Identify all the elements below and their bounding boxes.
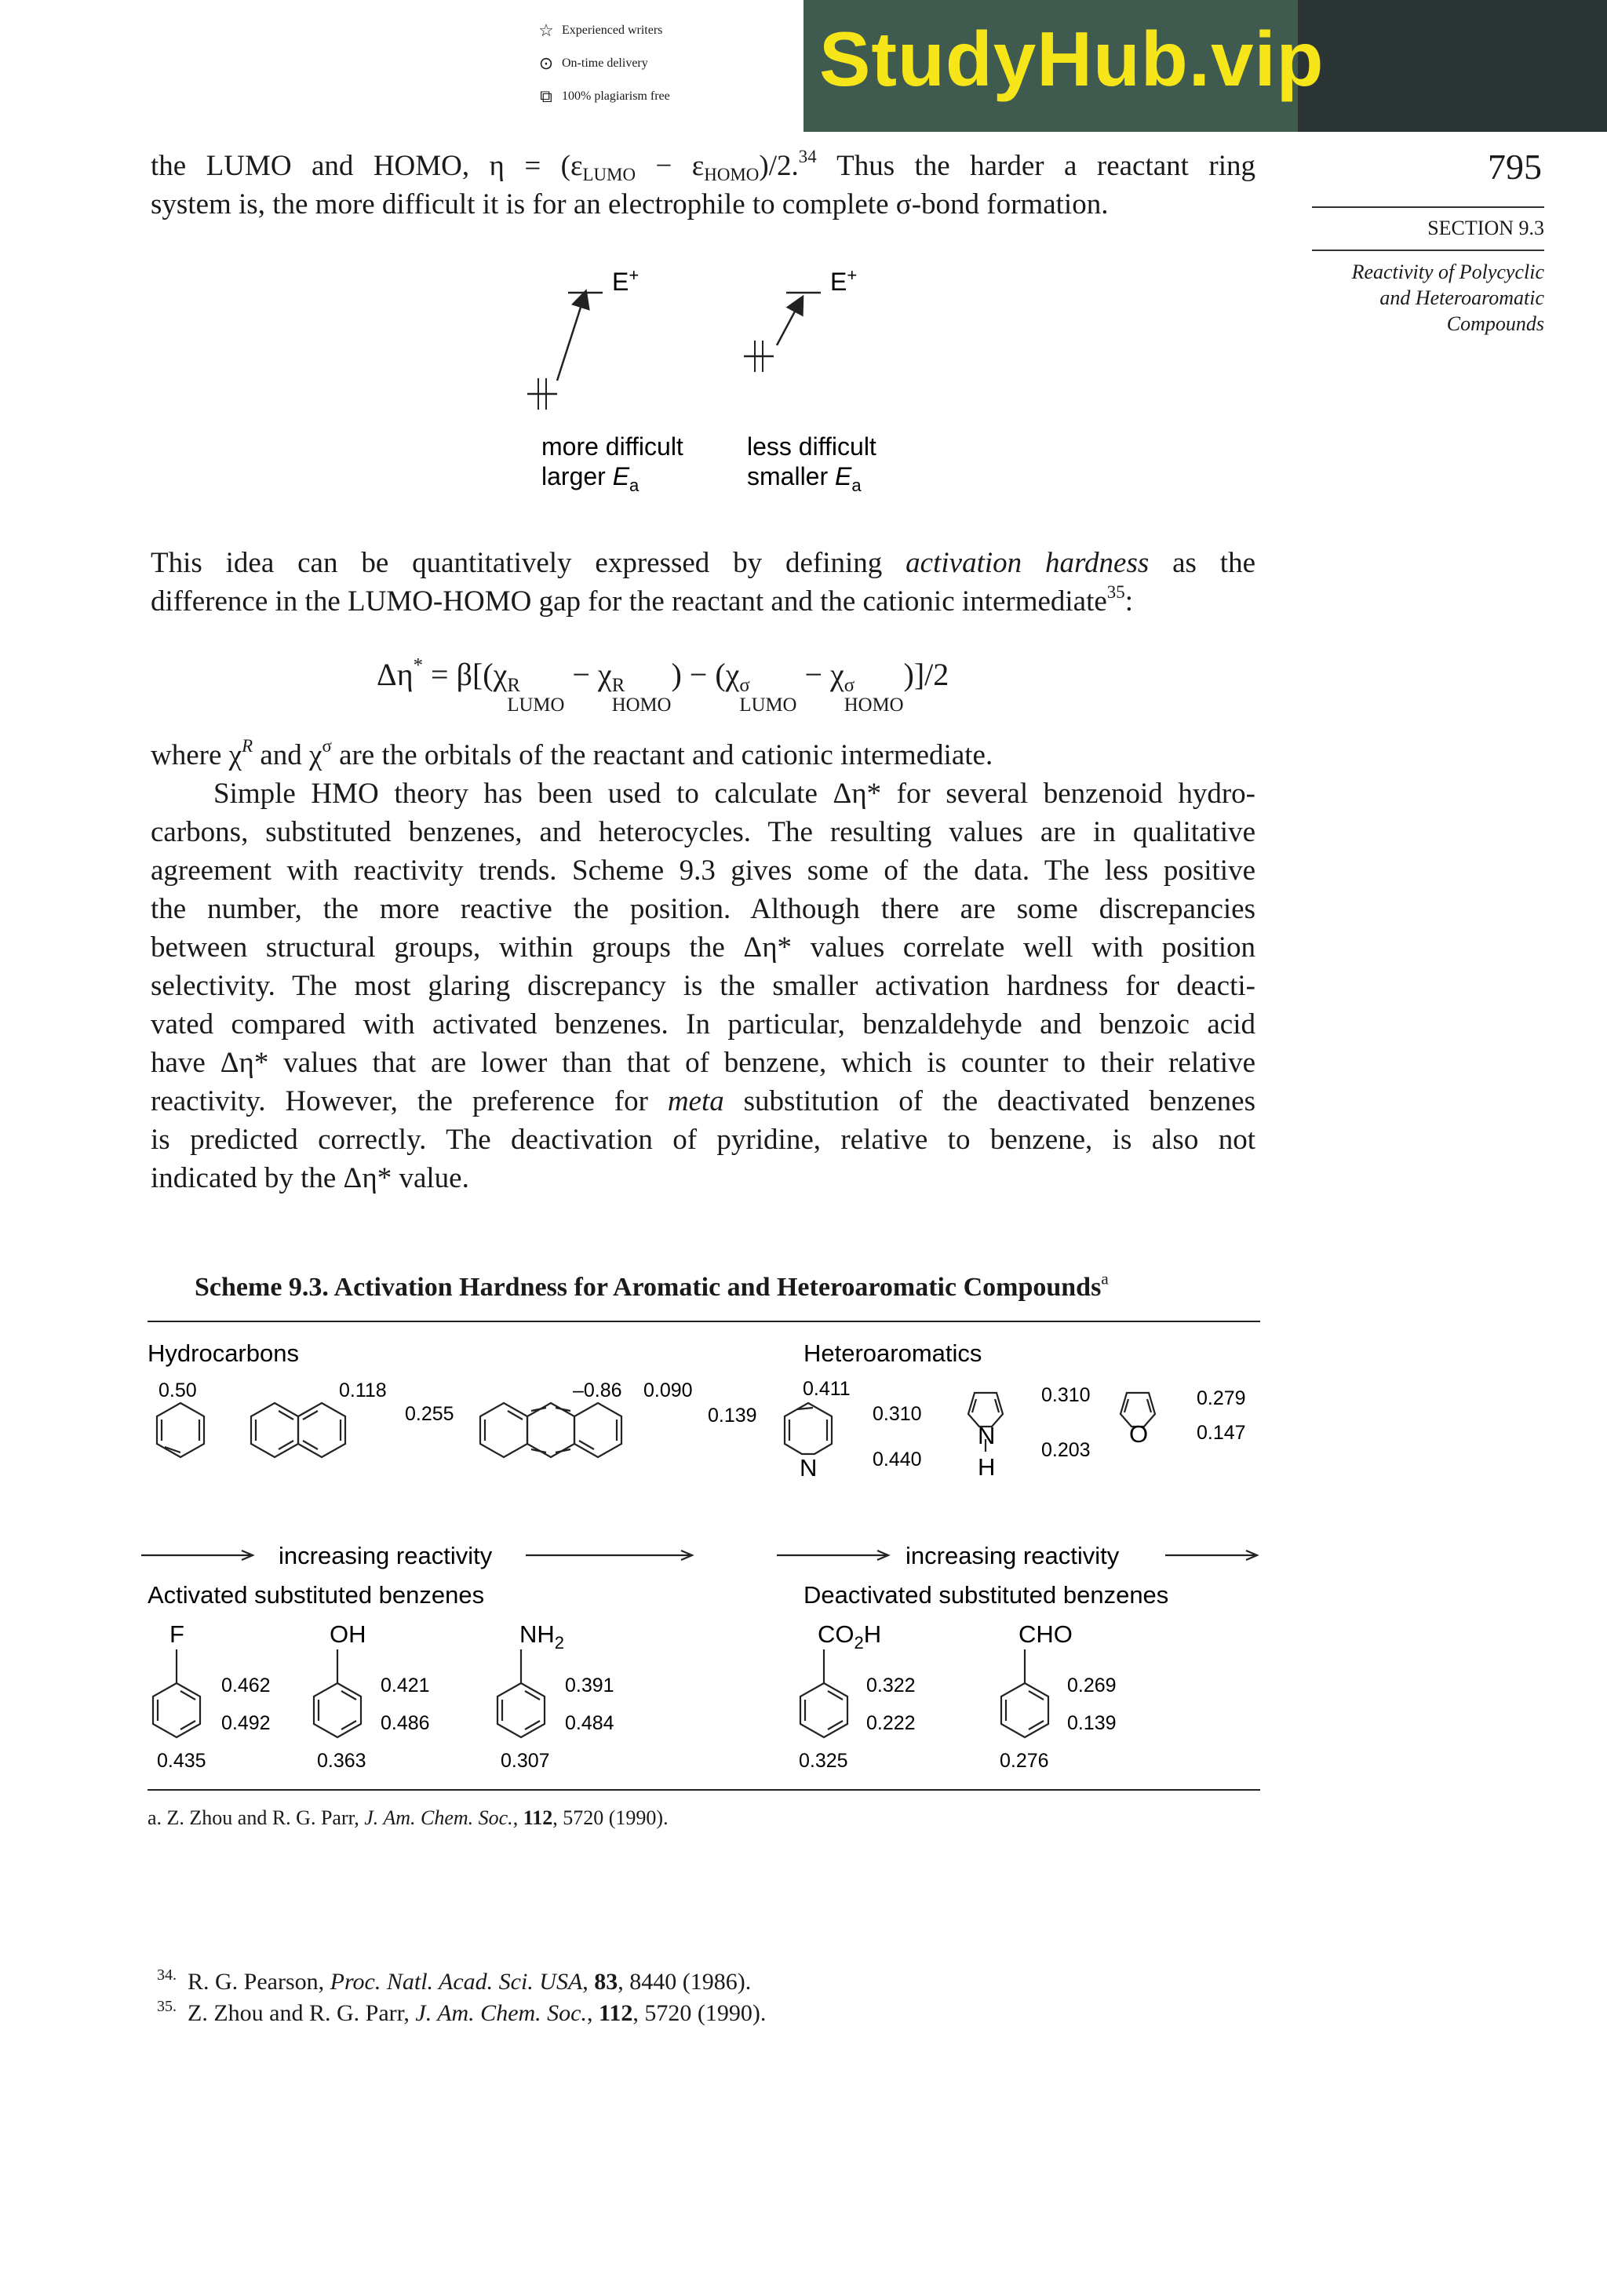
value-label: 0.462 [221, 1675, 271, 1696]
text-line: This idea can be quantitatively expressed by defining activation hardness as the [151, 547, 1255, 579]
excitation-arrow-left [557, 293, 585, 381]
nitrogen-atom: N [978, 1422, 996, 1449]
fluorobenzene-structure [153, 1649, 200, 1737]
value-label: 0.276 [1000, 1750, 1049, 1772]
section-title-line: and Heteroaromatic [1379, 286, 1544, 309]
section-title [1312, 259, 1544, 337]
text-line: between structural groups, within groups the Δη* values correlate well with position [151, 931, 1255, 964]
text-line: the number, the more reactive the position. Although there are some discrepancies [151, 893, 1255, 925]
scheme-bottom-rule [148, 1789, 1260, 1791]
promo-banner[interactable] [804, 0, 1607, 132]
value-label: 0.203 [1041, 1439, 1091, 1461]
text-line: carbons, substituted benzenes, and heterocycles. The resulting values are in qualitative [151, 816, 1255, 848]
section-title-line: Compounds [1446, 312, 1544, 335]
activation-hardness-equation: Δη* = β[(χ R LUMO − χ R HOMO ) − (χ σ LUMO − χ σ HOMO )]/2 [377, 654, 949, 716]
value-label: 0.255 [405, 1403, 454, 1425]
heteroaromatics-heading: Heteroaromatics [804, 1339, 982, 1367]
divider [1312, 250, 1544, 251]
scheme-footnote: a. Z. Zhou and R. G. Parr, J. Am. Chem. Soc., 112, 5720 (1990). [148, 1806, 669, 1829]
value-label: 0.484 [565, 1712, 614, 1734]
text-line: the LUMO and HOMO, $\eta = (\varepsilon_{LUMO} - \varepsilon_{HOMO})/2.34$ Thus the harder a reactant ring [151, 146, 1255, 184]
section-title-line: Reactivity of Polycyclic [1351, 261, 1544, 283]
feature-label: 100% plagiarism free [562, 89, 670, 103]
substituent-label: $NH_2$ [519, 1620, 565, 1653]
value-label: 0.391 [565, 1675, 614, 1696]
copy-icon: ⧉ [540, 86, 552, 106]
benzaldehyde-structure [1001, 1649, 1048, 1737]
substituent-label: CHO [1018, 1620, 1073, 1648]
hydrocarbons-heading: Hydrocarbons [148, 1339, 299, 1367]
footnote-34: $^{34.}$ R. G. Pearson, Proc. Natl. Acad. Sci. USA, 83, 8440 (1986). [157, 1966, 752, 1995]
value-label: 0.310 [873, 1403, 922, 1425]
right-label-2: smaller $E_a$ [747, 462, 862, 494]
text-line: selectivity. The most glaring discrepancy is the smaller activation hardness for deacti- [151, 970, 1255, 1002]
pyridine-structure [785, 1403, 832, 1454]
value-label: 0.269 [1067, 1675, 1117, 1696]
feature-label: On-time delivery [562, 56, 648, 70]
text-line: is predicted correctly. The deactivation of pyridine, relative to benzene, is also not [151, 1124, 1255, 1156]
value-label: 0.139 [1067, 1712, 1117, 1734]
value-label: 0.50 [159, 1379, 197, 1401]
value-label: 0.139 [708, 1405, 757, 1427]
studyhub-logo[interactable]: StudyHub.vip [819, 16, 1325, 102]
value-label: 0.147 [1197, 1422, 1246, 1444]
substituent-label: OH [330, 1620, 366, 1648]
orbital-diagram [518, 259, 926, 494]
deactivated-heading: Deactivated substituted benzenes [804, 1581, 1169, 1609]
substituent-label: $CO_2H$ [818, 1620, 882, 1653]
scheme-top-rule [148, 1321, 1260, 1322]
value-label: –0.86 [573, 1379, 622, 1401]
text-line: difference in the LUMO-HOMO gap for the reactant and the cationic intermediate$^{35}$: [151, 581, 1134, 618]
value-label: 0.307 [501, 1750, 550, 1772]
text-line: indicated by the Δη* value. [151, 1162, 469, 1194]
scheme-title: Scheme 9.3. Activation Hardness for Aromatic and Heteroaromatic Compounds$^a$ [195, 1269, 1109, 1302]
hydrogen-atom: H [978, 1453, 996, 1481]
section-number: SECTION 9.3 [1427, 217, 1544, 239]
benzene-structure [157, 1403, 204, 1457]
left-label-1: more difficult [541, 432, 683, 461]
banner-features [1298, 0, 1607, 132]
left-label-2: larger $E_a$ [541, 462, 640, 494]
value-label: 0.411 [803, 1378, 851, 1400]
text-line: Simple HMO theory has been used to calculate Δη* for several benzenoid hydro- [213, 778, 1255, 810]
text-line: vated compared with activated benzenes. In particular, benzaldehyde and benzoic acid [151, 1008, 1255, 1040]
excitation-arrow-right [777, 298, 802, 345]
feature-plagiarism-free [537, 86, 670, 107]
text-line: reactivity. However, the preference for meta substitution of the deactivated benzenes [151, 1085, 1255, 1117]
paragraph-1 [151, 147, 1255, 224]
phenol-structure [314, 1649, 361, 1737]
activated-heading: Activated substituted benzenes [148, 1581, 485, 1609]
value-label: 0.421 [381, 1675, 430, 1696]
value-label: 0.440 [873, 1449, 922, 1471]
electrophile-label-right: E+ [830, 265, 858, 296]
nitrogen-atom: N [800, 1454, 818, 1481]
value-label: 0.118 [339, 1379, 387, 1401]
text-line: have Δη* values that are lower than that of benzene, which is counter to their relative [151, 1047, 1255, 1079]
text-line: system is, the more difficult it is for an electrophile to complete σ-bond formation. [151, 188, 1109, 220]
value-label: 0.435 [157, 1750, 206, 1772]
scheme-figure [141, 1326, 1271, 1797]
value-label: 0.363 [317, 1750, 366, 1772]
paragraph-2 [151, 544, 1255, 621]
text-line: agreement with reactivity trends. Scheme 9.3 gives some of the data. The less positive [151, 855, 1255, 887]
electrophile-label-left: E+ [612, 265, 640, 296]
oxygen-atom: O [1129, 1420, 1149, 1448]
divider [1312, 206, 1544, 208]
increasing-reactivity-label: increasing reactivity [906, 1542, 1120, 1569]
clock-icon: ⊙ [538, 53, 554, 73]
aniline-structure [497, 1649, 545, 1737]
value-label: 0.325 [799, 1750, 848, 1772]
page-number: 795 [1488, 147, 1542, 187]
value-label: 0.090 [643, 1379, 693, 1401]
footnote-35: $^{35.}$ Z. Zhou and R. G. Parr, J. Am. Chem. Soc., 112, 5720 (1990). [157, 1998, 767, 2026]
value-label: 0.310 [1041, 1384, 1091, 1406]
value-label: 0.492 [221, 1712, 271, 1734]
anthracene-structure [480, 1403, 621, 1457]
text-line: where $\chi^R$ and $\chi^\sigma$ are the orbitals of the reactant and cationic intermediate. [151, 735, 993, 771]
value-label: 0.222 [866, 1712, 916, 1734]
value-label: 0.322 [866, 1675, 916, 1696]
increasing-reactivity-label: increasing reactivity [279, 1542, 493, 1569]
right-label-1: less difficult [747, 432, 876, 461]
substituent-label: F [169, 1620, 184, 1648]
star-icon: ☆ [538, 20, 554, 40]
naphthalene-structure [251, 1403, 345, 1457]
paragraph-3 [151, 736, 1255, 774]
feature-label: Experienced writers [562, 24, 663, 37]
banner-logo-area [804, 0, 1325, 132]
value-label: 0.279 [1197, 1387, 1246, 1409]
benzoic-acid-structure [800, 1649, 847, 1737]
value-label: 0.486 [381, 1712, 430, 1734]
feature-on-time-delivery [537, 53, 648, 74]
feature-experienced-writers [537, 20, 662, 41]
paragraph-4 [151, 774, 1255, 1197]
